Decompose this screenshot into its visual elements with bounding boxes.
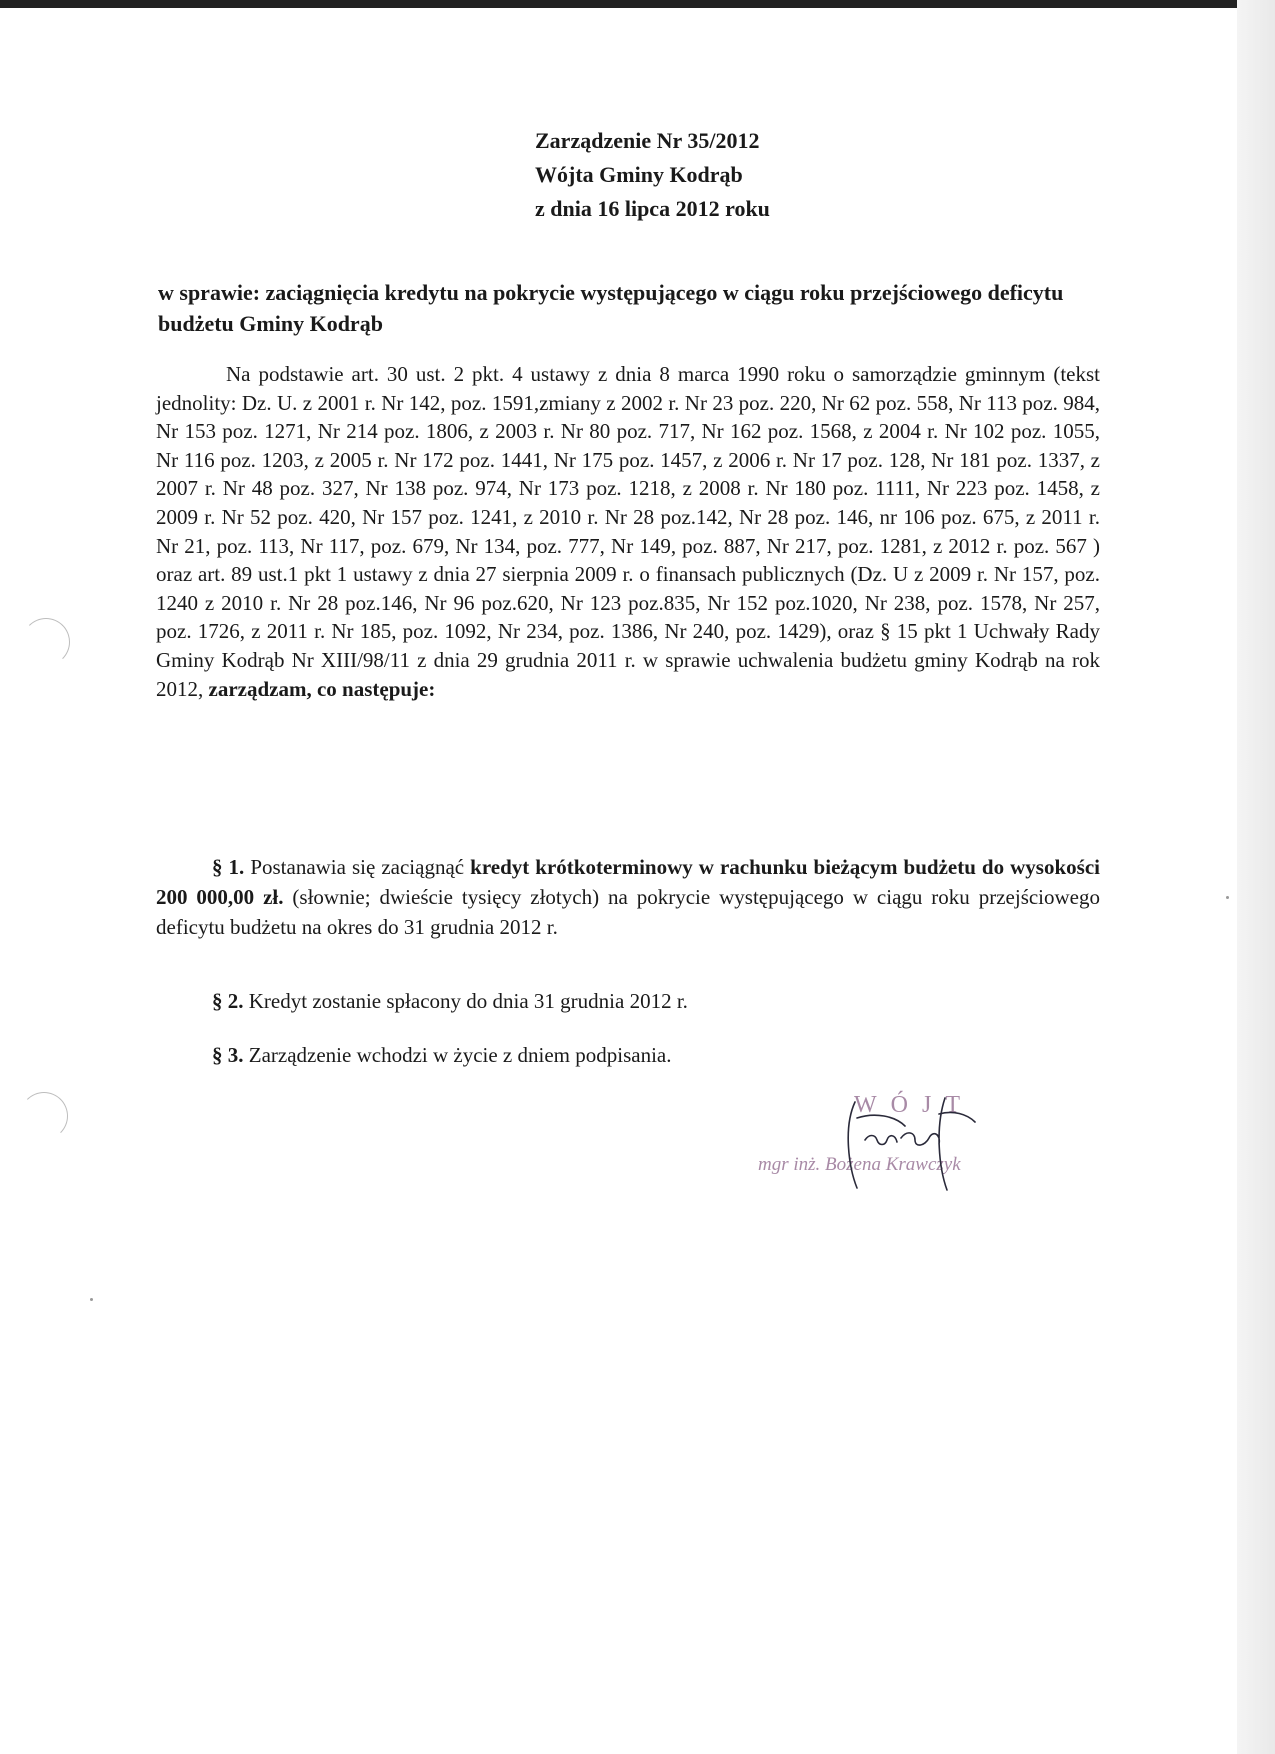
section-3 (212, 1040, 671, 1070)
document-header (535, 124, 770, 226)
punch-hole-mark (20, 1092, 68, 1140)
section-2-mark: § 2. (212, 989, 244, 1013)
stamp-title: WÓJT (854, 1092, 974, 1118)
handwritten-signature (835, 1088, 1025, 1198)
section-1-text-a: Postanawia się zaciągnąć (250, 855, 465, 879)
section-3-text: Zarządzenie wchodzi w życie z dniem podpisania. (248, 1043, 672, 1067)
section-1 (156, 852, 1100, 942)
section-1-bold-text: kredyt krótkoterminowy w rachunku bieżącym budżetu do wysokości 200 000,00 zł. (156, 855, 1100, 909)
legal-basis-text: Na podstawie art. 30 ust. 2 pkt. 4 ustawy z dnia 8 marca 1990 roku o samorządzie gminnym (tekst jednolity: Dz. U. z 2001 r. Nr 142, poz. 1591,zmiany z 2002 r. Nr 23 poz. 220, Nr 62 poz. 558, Nr 113 poz. 984, Nr 153 poz. 1271, Nr 214 poz. 1806, z 2003 r. Nr 80 poz. 717, Nr 162 poz. 1568, z 2004 r. Nr 102 poz. 1055, Nr 116 poz. 1203, z 2005 r. Nr 172 poz. 1441, Nr 175 poz. 1457, z 2006 r. Nr 17 poz. 128, Nr 181 poz. 1337, z 2007 r. Nr 48 poz. 327, Nr 138 poz. 974, Nr 173 poz. 1218, z 2008 r. Nr 180 poz. 1111, Nr 223 poz. 1458, z 2009 r. Nr 52 poz. 420, Nr 157 poz. 1241, z 2010 r. Nr 28 poz.142, Nr 28 poz. 146, nr 106 poz. 675, z 2011 r. Nr 21, poz. 113, Nr 117, poz. 679, Nr 134, poz. 777, Nr 149, poz. 887, Nr 217, poz. 1281, z 2012 r. poz. 567 ) oraz art. 89 ust.1 pkt 1 ustawy z dnia 27 sierpnia 2009 r. o finansach publicznych (Dz. U z 2009 r. Nr 157, poz. 1240 z 2010 r. Nr 28 poz.146, Nr 96 poz.620, Nr 123 poz.835, Nr 152 poz.1020, Nr 238, poz. 1578, Nr 257, poz. 1726, z 2011 r. Nr 185, poz. 1092, Nr 234, poz. 1386, Nr 240, poz. 1429), oraz § 15 pkt 1 Uchwały Rady Gminy Kodrąb Nr XIII/98/11 z dnia 29 grudnia 2011 r. w sprawie uchwalenia budżetu gminy Kodrąb na rok 2012, (156, 362, 1100, 701)
legal-basis-paragraph (156, 360, 1100, 703)
section-1-mark: § 1. (212, 855, 245, 879)
issuer: Wójta Gminy Kodrąb (535, 162, 743, 187)
issue-date: z dnia 16 lipca 2012 roku (535, 196, 770, 221)
decree-formula: zarządzam, co następuje: (208, 676, 436, 701)
scan-speck (90, 1298, 93, 1301)
punch-hole-mark (22, 618, 70, 666)
top-scan-border (0, 0, 1240, 8)
stamp-name: mgr inż. Bożena Krawczyk (758, 1154, 961, 1175)
ordinance-number: Zarządzenie Nr 35/2012 (535, 128, 760, 153)
section-3-mark: § 3. (212, 1043, 244, 1067)
document-subject: w sprawie: zaciągnięcia kredytu na pokrycie występującego w ciągu roku przejściowego deficytu budżetu Gminy Kodrąb (158, 280, 1064, 336)
scan-speck (1226, 896, 1229, 899)
section-1-text-b: (słownie; dwieście tysięcy złotych) na pokrycie występującego w ciągu roku przejściowego deficytu budżetu na okres do 31 grudnia 2012 r. (156, 885, 1101, 939)
section-2 (212, 986, 688, 1016)
section-2-text: Kredyt zostanie spłacony do dnia 31 grudnia 2012 r. (248, 989, 688, 1013)
scan-right-edge (1237, 0, 1275, 1754)
